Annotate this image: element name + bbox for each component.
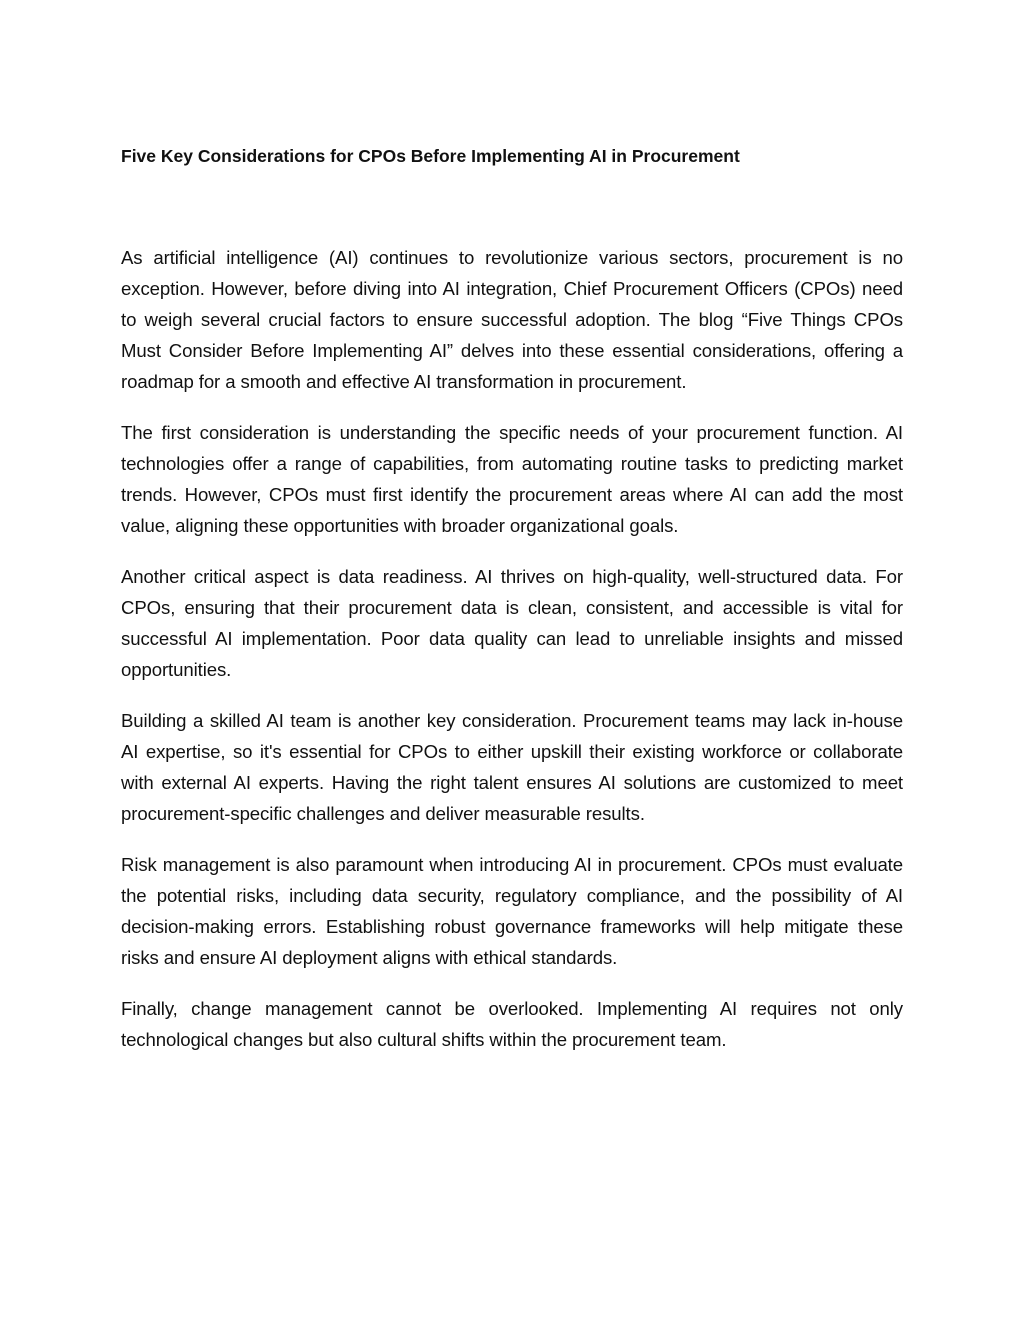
paragraph-change-management: Finally, change management cannot be overlooked. Implementing AI requires not only technological changes but also cultural shifts within the procurement team.: [121, 998, 903, 1050]
paragraph-intro: As artificial intelligence (AI) continues to revolutionize various sectors, procurement is no exception. However, before diving into AI integration, Chief Procurement Officers (CPOs) need to weigh several crucial factors to ensure successful adoption. The blog “Five Things CPOs Must Consider Before Implementing AI” delves into these essential considerations, offering a roadmap for a smooth and effective AI transformation in procurement.: [121, 247, 903, 392]
paragraph-risk-management: Risk management is also paramount when introducing AI in procurement. CPOs must evaluate the potential risks, including data security, regulatory compliance, and the possibility of AI decision-making errors. Establishing robust governance frameworks will help mitigate these risks and ensure AI deployment aligns with ethical standards.: [121, 854, 903, 968]
document-title: Five Key Considerations for CPOs Before Implementing AI in Procurement: [121, 146, 740, 166]
document-body: [121, 242, 903, 1075]
paragraph-data-readiness: Another critical aspect is data readiness. AI thrives on high-quality, well-structured data. For CPOs, ensuring that their procurement data is clean, consistent, and accessible is vital for successful AI implementation. Poor data quality can lead to unreliable insights and missed opportunities.: [121, 566, 903, 680]
paragraph-needs: The first consideration is understanding the specific needs of your procurement function. AI technologies offer a range of capabilities, from automating routine tasks to predicting market trends. However, CPOs must first identify the procurement areas where AI can add the most value, aligning these opportunities with broader organizational goals.: [121, 422, 903, 536]
paragraph-ai-team: Building a skilled AI team is another key consideration. Procurement teams may lack in-house AI expertise, so it's essential for CPOs to either upskill their existing workforce or collaborate with external AI experts. Having the right talent ensures AI solutions are customized to meet procurement-specific challenges and deliver measurable results.: [121, 710, 903, 824]
